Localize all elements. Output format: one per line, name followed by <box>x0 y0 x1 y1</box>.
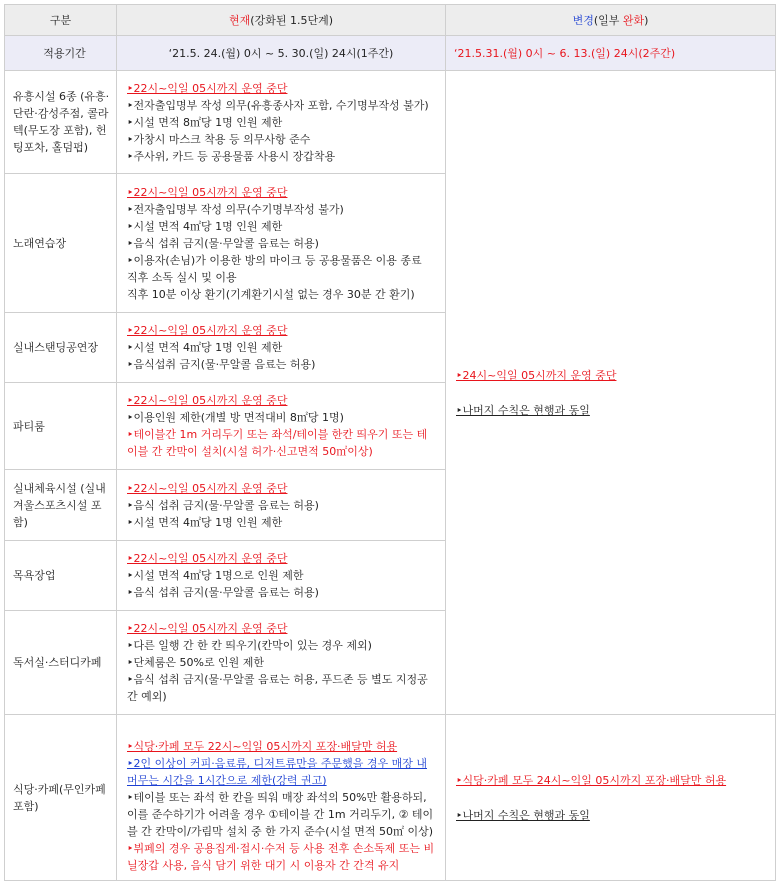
rule-line: ‣이용자(손님)가 이용한 방의 마이크 등 공용물품은 이용 종료 직후 소독 실시 및 이용 <box>127 253 422 284</box>
category-cell: 파티룸 <box>5 383 117 470</box>
category-cell: 실내스탠딩공연장 <box>5 313 117 383</box>
rule-line: ‣전자출입명부 작성 의무(유흥종사자 포함, 수기명부작성 불가) <box>127 98 429 112</box>
closure-line: ‣22시~익일 05시까지 운영 중단 <box>127 81 288 95</box>
header-current-red: 현재 <box>229 14 251 27</box>
table-row <box>5 715 776 881</box>
change-cell-group <box>446 71 776 715</box>
rule-line: ‣시설 면적 4㎡당 1명 인원 제한 <box>127 341 283 354</box>
closure-line: ‣22시~익일 05시까지 운영 중단 <box>127 481 288 495</box>
rule-line-highlight: ‣뷔페의 경우 공용집게·접시·수저 등 사용 전후 손소독제 또는 비닐장갑 사용, 음식 담기 위한 대기 시 이용자 간 간격 유지 <box>127 842 435 872</box>
current-cell <box>117 174 446 313</box>
rule-line: ‣주사위, 카드 등 공용물품 사용시 장갑착용 <box>127 149 336 163</box>
regulation-table <box>4 4 776 881</box>
change-food-line: ‣식당·카페 모두 24시~익일 05시까지 포장·배달만 허용 <box>456 773 727 787</box>
rule-line: ‣음식 섭취 금지(물·무알콜 음료는 허용) <box>127 236 319 250</box>
change-same-line: ‣나머지 수칙은 현행과 동일 <box>456 808 590 822</box>
period-change: ‘21.5.31.(월) 0시 ~ 6. 13.(일) 24시(2주간) <box>446 36 776 71</box>
header-current-rest: (강화된 1.5단계) <box>250 14 333 27</box>
rule-line: ‣이용인원 제한(개별 방 면적대비 8㎡당 1명) <box>127 411 344 424</box>
rule-line: ‣시설 면적 4㎡당 1명 인원 제한 <box>127 219 283 233</box>
header-change-red: 완화 <box>622 14 645 27</box>
rule-line-highlight: ‣테이블간 1m 거리두기 또는 좌석/테이블 한칸 띄우기 또는 테이블 간 칸막이 설치(시설 허가·신고면적 50㎡이상) <box>127 428 428 458</box>
header-row <box>5 5 776 36</box>
category-cell: 식당·카페(무인카페 포함) <box>5 715 117 881</box>
rule-line: ‣음식 섭취 금지(물·무알콜 음료는 허용) <box>127 586 319 599</box>
closure-line: ‣22시~익일 05시까지 운영 중단 <box>127 324 288 337</box>
current-cell <box>117 383 446 470</box>
rule-line: ‣음식 섭취 금지(물·무알콜 음료는 허용, 푸드존 등 별도 지정공간 예외) <box>127 673 428 703</box>
closure-line: ‣22시~익일 05시까지 운영 중단 <box>127 394 288 407</box>
category-cell: 유흥시설 6종 (유흥·단란·감성주점, 콜라텍(무도장 포함), 헌팅포차, 홀덤펍) <box>5 71 117 174</box>
rule-line: ‣시설 면적 4㎡당 1명으로 인원 제한 <box>127 569 304 582</box>
header-change-blue: 변경 <box>572 14 594 27</box>
rule-line: ‣가창시 마스크 착용 등 의무사항 준수 <box>127 132 311 146</box>
period-current: ‘21.5. 24.(월) 0시 ~ 5. 30.(일) 24시(1주간) <box>117 36 446 71</box>
closure-line: ‣22시~익일 05시까지 운영 중단 <box>127 622 288 635</box>
current-cell <box>117 470 446 541</box>
rule-line: ‣음식섭취 금지(물·무알콜 음료는 허용) <box>127 358 316 371</box>
rule-line: ‣음식 섭취 금지(물·무알콜 음료는 허용) <box>127 498 319 512</box>
closure-line: ‣22시~익일 05시까지 운영 중단 <box>127 552 288 565</box>
category-cell: 노래연습장 <box>5 174 117 313</box>
current-cell <box>117 313 446 383</box>
header-change-pre: (일부 <box>593 14 623 27</box>
closure-line: ‣식당·카페 모두 22시~익일 05시까지 포장·배달만 허용 <box>127 740 398 753</box>
category-cell: 실내체육시설 (실내 겨울스포츠시설 포함) <box>5 470 117 541</box>
rule-line: ‣시설 면적 4㎡당 1명 인원 제한 <box>127 515 283 529</box>
rule-line: ‣전자출입명부 작성 의무(수기명부작성 불가) <box>127 202 344 216</box>
header-change <box>446 5 776 36</box>
current-cell <box>117 541 446 611</box>
closure-line: ‣22시~익일 05시까지 운영 중단 <box>127 185 288 199</box>
category-cell: 독서실·스터디카페 <box>5 611 117 715</box>
header-category: 구분 <box>5 5 117 36</box>
change-same-line: ‣나머지 수칙은 현행과 동일 <box>456 403 590 417</box>
category-cell: 목욕장업 <box>5 541 117 611</box>
rule-line-blue: ‣2인 이상이 커피·음료류, 디저트류만을 주문했을 경우 매장 내 머무는 시간을 1시간으로 제한(강력 권고) <box>127 757 427 787</box>
rule-line: 직후 10분 이상 환기(기계환기시설 없는 경우 30분 간 환기) <box>127 287 415 301</box>
rule-line: ‣시설 면적 8㎡당 1명 인원 제한 <box>127 115 283 129</box>
header-current <box>117 5 446 36</box>
rule-line: ‣단체룸은 50%로 인원 제한 <box>127 656 265 669</box>
rule-line: ‣테이블 또는 좌석 한 칸을 띄워 매장 좌석의 50%만 활용하되, 이를 준수하기가 어려울 경우 ①테이블 간 1m 거리두기, ② 테이블 간 칸막이/가림막 설치 중 한 가지 준수(시설 면적 50㎡ 이상) <box>127 791 434 838</box>
current-cell <box>117 71 446 174</box>
header-change-post: ) <box>644 14 649 27</box>
change-cell-food <box>446 715 776 881</box>
table-row <box>5 71 776 174</box>
change-closure-line: ‣24시~익일 05시까지 운영 중단 <box>456 368 617 382</box>
period-label: 적용기간 <box>5 36 117 71</box>
current-cell <box>117 611 446 715</box>
period-row <box>5 36 776 71</box>
rule-line: ‣다른 일행 간 한 칸 띄우기(칸막이 있는 경우 제외) <box>127 639 372 652</box>
current-cell <box>117 715 446 881</box>
